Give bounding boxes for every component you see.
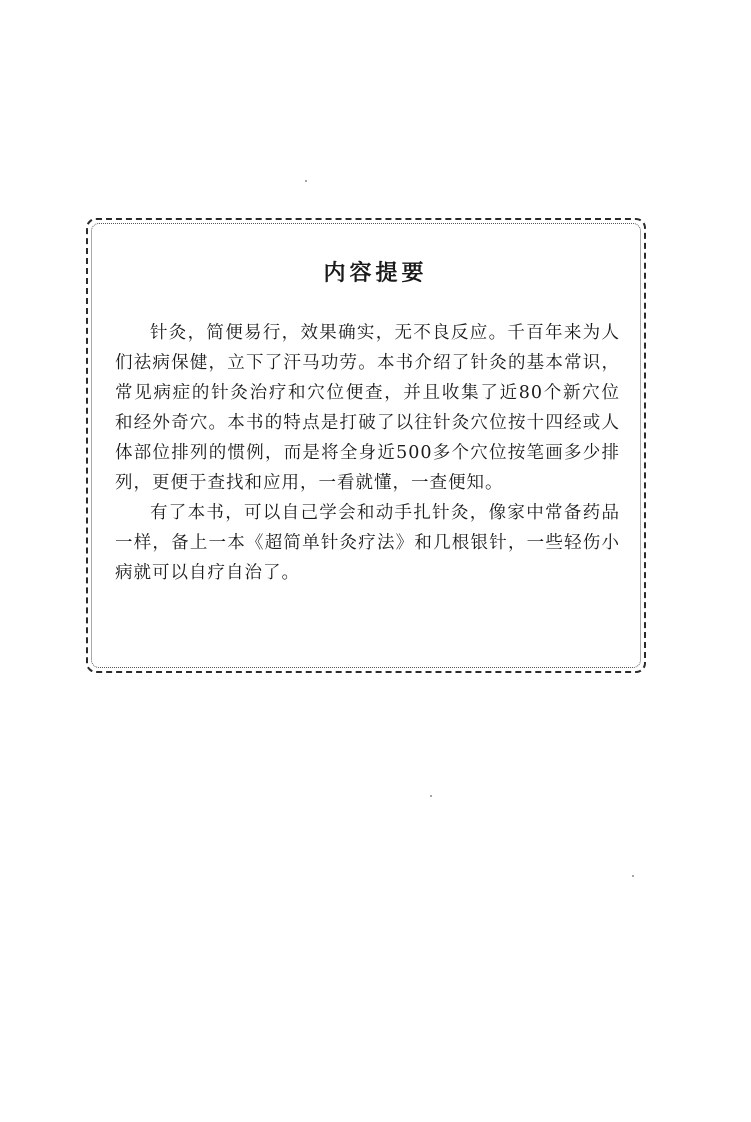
summary-content bbox=[115, 318, 620, 588]
scan-speck bbox=[305, 180, 307, 182]
scan-speck bbox=[632, 875, 634, 877]
summary-paragraph-2: 有了本书，可以自己学会和动手扎针灸，像家中常备药品一样，备上一本《超简单针灸疗法》和几根银针，一些轻伤小病就可以自疗自治了。 bbox=[115, 503, 620, 583]
summary-paragraph-1: 针灸，简便易行，效果确实，无不良反应。千百年来为人们祛病保健，立下了汗马功劳。本书介绍了针灸的基本常识，常见病症的针灸治疗和穴位便查，并且收集了近80个新穴位和经外奇穴。本书的特点是打破了以往针灸穴位按十四经或人体部位排列的惯例，而是将全身近500多个穴位按笔画多少排列，更便于查找和应用，一看就懂，一查便知。 bbox=[115, 323, 620, 493]
scan-speck bbox=[430, 795, 432, 797]
page-title: 内容提要 bbox=[323, 260, 428, 286]
